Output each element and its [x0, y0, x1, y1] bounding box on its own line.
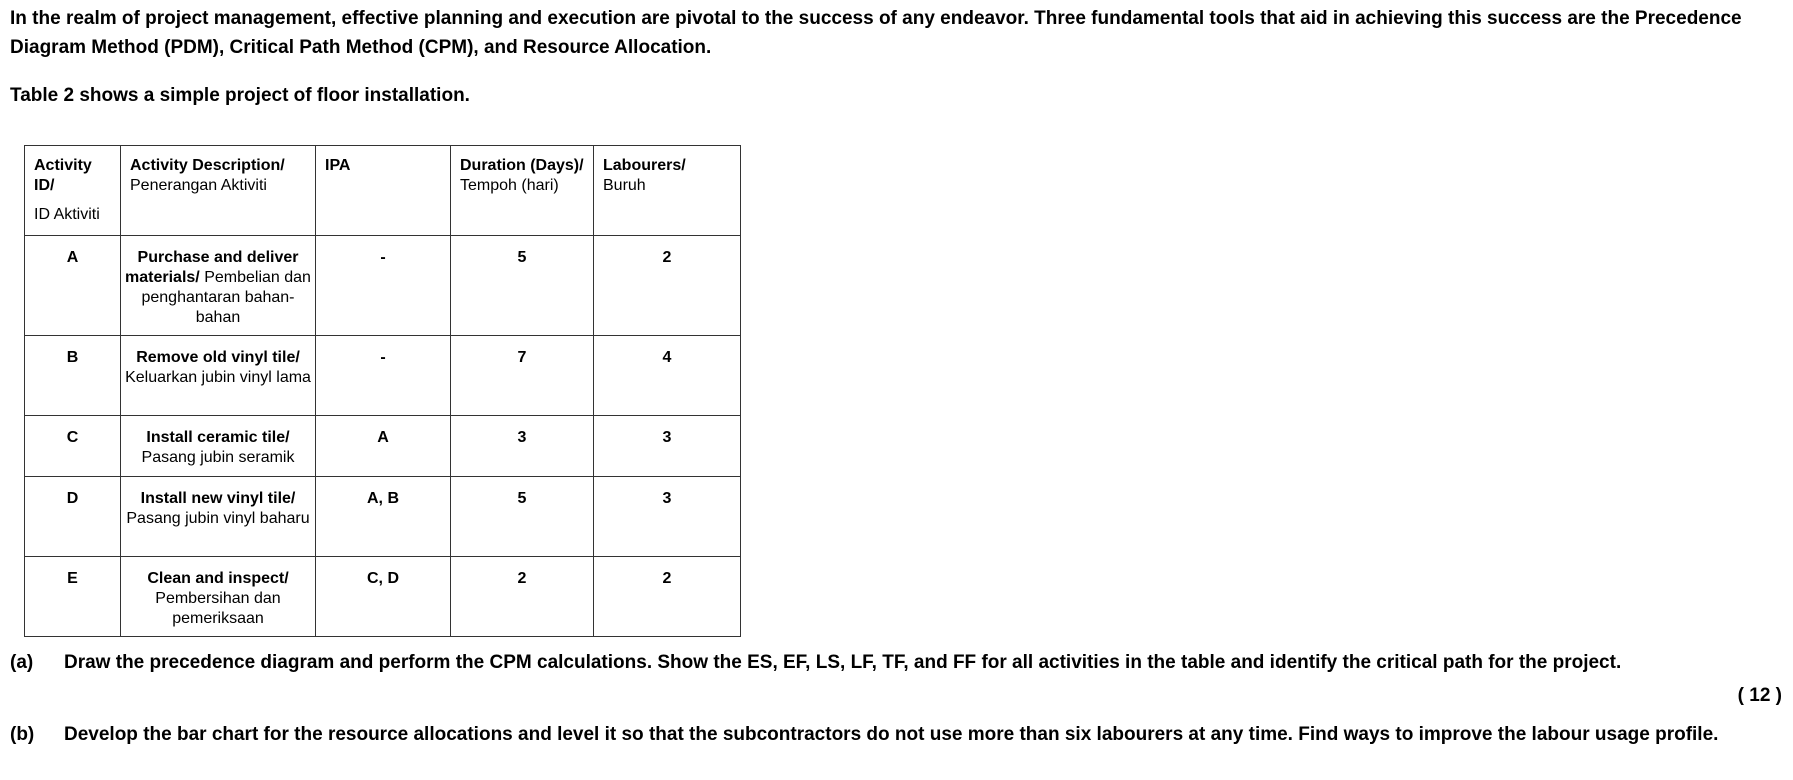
- table-row: [25, 557, 741, 637]
- table-row: [25, 336, 741, 416]
- description-bold: Clean and inspect/: [147, 570, 289, 587]
- question-b-label: (b): [10, 724, 35, 745]
- labourers-cell: 3: [594, 477, 741, 557]
- activity-description-cell: [121, 416, 316, 477]
- question-a-text: Draw the precedence diagram and perform the CPM calculations. Show the ES, EF, LS, LF, TF, and FF for all activities in the table and identify the critical path for the project.: [64, 652, 1622, 673]
- header-description-bold: Activity Description/: [130, 157, 285, 174]
- duration-cell: 7: [451, 336, 594, 416]
- duration-cell: 5: [451, 236, 594, 336]
- header-labourers: [594, 146, 741, 236]
- header-labourers-malay: Buruh: [603, 177, 646, 194]
- ipa-cell: A, B: [316, 477, 451, 557]
- header-activity-id-bold: Activity ID/: [34, 157, 92, 194]
- intro-paragraph: In the realm of project management, effective planning and execution are pivotal to the success of any endeavor. Three fundamental tools that aid in achieving this success are the Precedence Diagram Method (PDM), Critical Path Method (CPM), and Resource Allocation.: [10, 8, 1742, 58]
- description-bold: Purchase and deliver materials/: [125, 249, 299, 286]
- header-ipa: [316, 146, 451, 236]
- question-a-label: (a): [10, 652, 34, 673]
- activity-id-cell: C: [25, 416, 121, 477]
- duration-cell: 2: [451, 557, 594, 637]
- ipa-cell: A: [316, 416, 451, 477]
- header-duration-malay: Tempoh (hari): [460, 177, 559, 194]
- question-a-marks: ( 12 ): [1737, 685, 1782, 706]
- labourers-cell: 4: [594, 336, 741, 416]
- activity-description-cell: [121, 477, 316, 557]
- ipa-cell: -: [316, 236, 451, 336]
- labourers-cell: 3: [594, 416, 741, 477]
- question-b: [10, 720, 1744, 749]
- description-malay: Pembelian dan penghantaran bahan-bahan: [141, 269, 311, 326]
- description-malay: Pembersihan dan pemeriksaan: [155, 590, 281, 627]
- header-duration-bold: Duration (Days)/: [460, 157, 584, 174]
- table-row: [25, 416, 741, 477]
- activity-description-cell: [121, 236, 316, 336]
- activity-id-cell: D: [25, 477, 121, 557]
- labourers-cell: 2: [594, 557, 741, 637]
- header-duration: [451, 146, 594, 236]
- header-labourers-bold: Labourers/: [603, 157, 686, 174]
- duration-cell: 3: [451, 416, 594, 477]
- header-activity-id: [25, 146, 121, 236]
- description-bold: Install ceramic tile/: [146, 429, 290, 446]
- table-caption: Table 2 shows a simple project of floor installation.: [10, 85, 470, 106]
- description-malay: Keluarkan jubin vinyl lama: [125, 369, 311, 386]
- description-malay: Pasang jubin vinyl baharu: [126, 510, 310, 527]
- description-malay: Pasang jubin seramik: [141, 449, 295, 466]
- description-bold: Remove old vinyl tile/: [136, 349, 300, 366]
- duration-cell: 5: [451, 477, 594, 557]
- header-activity-id-malay: ID Aktiviti: [34, 206, 100, 223]
- ipa-cell: C, D: [316, 557, 451, 637]
- activity-id-cell: A: [25, 236, 121, 336]
- activity-table: [24, 145, 741, 637]
- header-description-malay: Penerangan Aktiviti: [130, 177, 267, 194]
- question-b-text: Develop the bar chart for the resource allocations and level it so that the subcontractors do not use more than six labourers at any time. Find ways to improve the labour usage profile.: [64, 724, 1719, 745]
- table-header-row: [25, 146, 741, 236]
- question-a: [10, 648, 1744, 677]
- activity-description-cell: [121, 557, 316, 637]
- table-row: [25, 477, 741, 557]
- activity-id-cell: E: [25, 557, 121, 637]
- activity-id-cell: B: [25, 336, 121, 416]
- labourers-cell: 2: [594, 236, 741, 336]
- activity-description-cell: [121, 336, 316, 416]
- description-bold: Install new vinyl tile/: [140, 490, 296, 507]
- ipa-cell: -: [316, 336, 451, 416]
- table-row: [25, 236, 741, 336]
- header-ipa-label: IPA: [325, 157, 351, 174]
- header-activity-description: [121, 146, 316, 236]
